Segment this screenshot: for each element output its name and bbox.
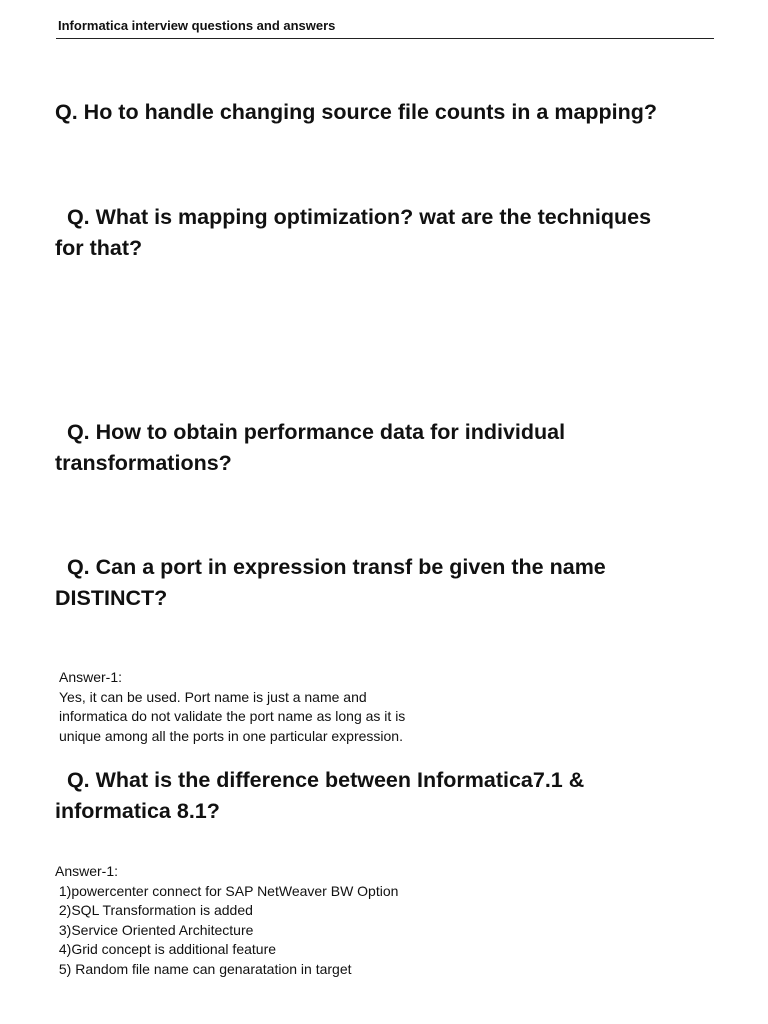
question-2: Q. What is mapping optimization? wat are the techniques for that? [55, 205, 652, 260]
page-header [56, 17, 714, 39]
answer-4: Answer-1: Yes, it can be used. Port name is just a name and informatica do not validate the port name as long as it is unique among all the ports in one particular expression. [59, 669, 406, 744]
question-3: Q. How to obtain performance data for individual transformations? [55, 420, 566, 475]
question-4: Q. Can a port in expression transf be given the name DISTINCT? [55, 555, 606, 610]
question-5: Q. What is the difference between Informatica7.1 & informatica 8.1? [55, 768, 585, 823]
answer-5: Answer-1: 1)powercenter connect for SAP NetWeaver BW Option 2)SQL Transformation is added 3)Service Oriented Architecture 4)Grid concept is additional feature 5) Random file name can genaratation in target [55, 863, 399, 977]
header-title: Informatica interview questions and answers [58, 18, 336, 33]
question-1: Q. Ho to handle changing source file counts in a mapping? [55, 100, 658, 124]
